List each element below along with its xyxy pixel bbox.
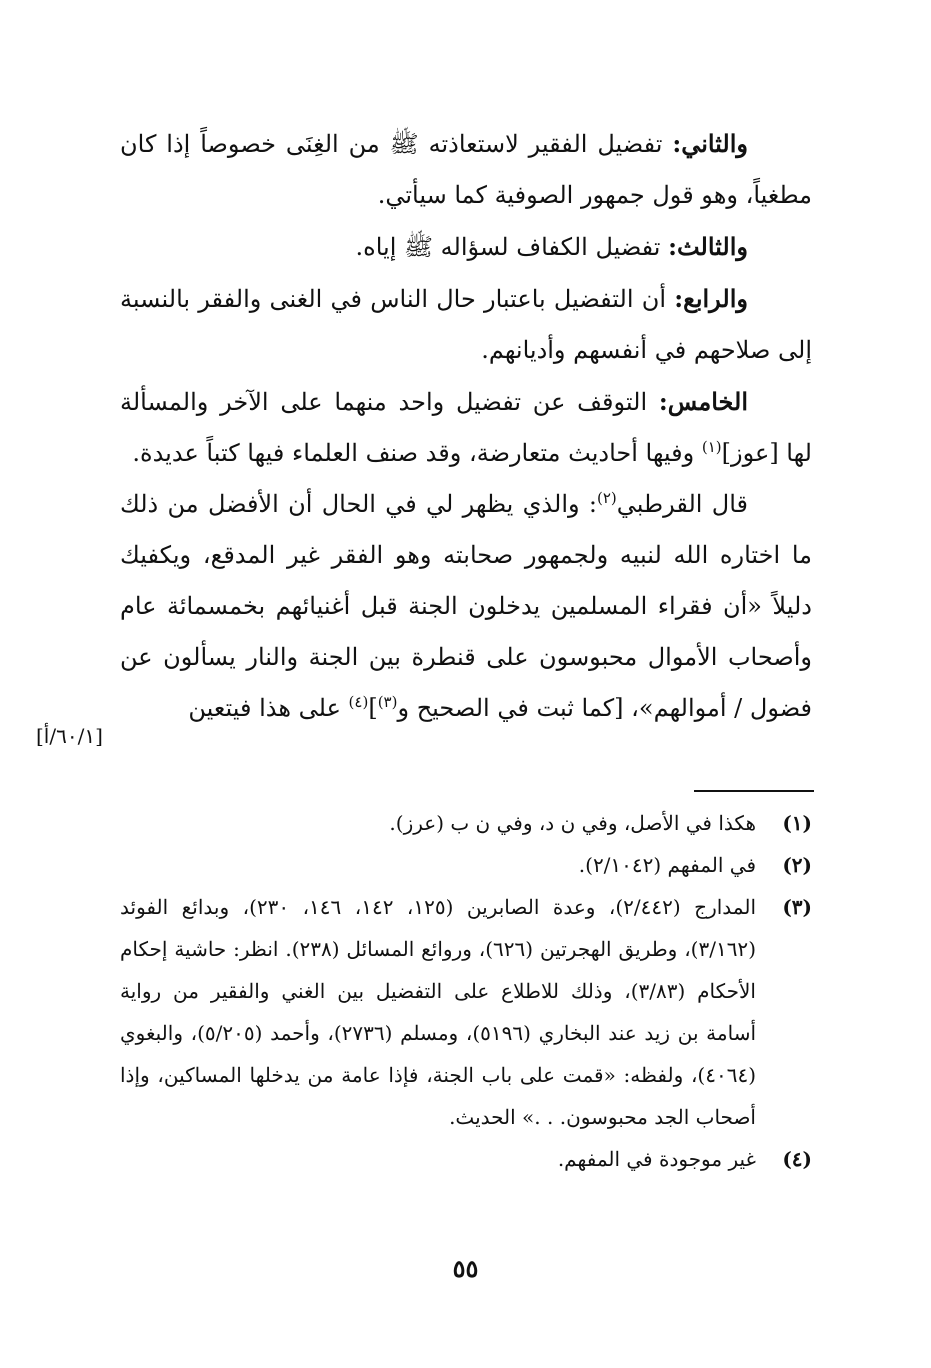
footnote-1 <box>120 802 812 844</box>
paragraph-lead: الخامس: <box>658 387 748 416</box>
manuscript-folio-marker: [٦٠/١/أ] <box>36 724 103 748</box>
paragraph-text: تفضيل الفقير لاستعاذته ﷺ من الغِنَى خصوصاً إذا كان مطغياً، وهو قول جمهور الصوفية كما سيأتي. <box>120 130 812 209</box>
footnote-2 <box>120 844 812 886</box>
paragraph-third-opinion <box>120 221 812 273</box>
paragraph-text: على هذا فيتعين <box>188 694 349 722</box>
footnote-number: (٣) <box>782 895 812 919</box>
paragraph-fourth-opinion <box>120 273 812 376</box>
paragraph-text: وفيها أحاديث متعارضة، وقد صنف العلماء فيها كتباً عديدة. <box>132 439 702 467</box>
footnote-number: (٢) <box>782 853 812 877</box>
footnote-text: غير موجودة في المفهم. <box>557 1147 756 1171</box>
paragraph-lead: والرابع: <box>674 284 748 313</box>
paragraph-text: تفضيل الكفاف لسؤاله ﷺ إياه. <box>355 233 669 261</box>
footnote-4 <box>120 1138 812 1180</box>
paragraph-second-opinion <box>120 118 812 221</box>
footnote-text: في المفهم (٢/١٠٤٢). <box>578 853 756 877</box>
footnote-reference-2[interactable]: (٢) <box>596 489 617 507</box>
footnote-reference-4[interactable]: (٤) <box>348 693 369 711</box>
footnote-number: (٤) <box>782 1147 812 1171</box>
main-text <box>120 118 812 734</box>
paragraph-text: التوقف عن تفضيل واحد منهما على الآخر والمسألة لها [عوز] <box>120 388 812 467</box>
page-number: ٥٥ <box>452 1254 479 1283</box>
paragraph-qurtubi-quote <box>120 479 812 734</box>
paragraph-lead: والثاني: <box>672 129 748 158</box>
paragraph-lead: والثالث: <box>668 232 748 261</box>
paragraph-text: ] <box>368 694 378 722</box>
footnote-text: هكذا في الأصل، وفي ن د، وفي ن ب (عرز). <box>389 811 756 835</box>
footnote-reference-1[interactable]: (١) <box>701 438 722 456</box>
paragraph-fifth-opinion <box>120 376 812 479</box>
footnote-separator <box>694 790 814 792</box>
paragraph-text: : والذي يظهر لي في الحال أن الأفضل من ذلك ما اختاره الله لنبيه ولجمهور صحابته وهو الفقر غير المدقع، ويكفيك دليلاً «أن فقراء المسلمين يدخلون الجنة قبل أغنيائهم بخمسمائة عام وأصحاب الأموال محبوسون على قنطرة بين الجنة والنار يسألون عن فضول / أموالهم»، [كما ثبت في الصحيح و <box>120 490 812 722</box>
footnote-number: (١) <box>782 811 812 835</box>
footnote-text: المدارج (٢/٤٤٢)، وعدة الصابرين (١٢٥، ١٤٢، ١٤٦، ٢٣٠)، وبدائع الفوئد (٣/١٦٢)، وطريق الهجرتين (٦٢٦)، وروائع المسائل (٢٣٨). انظر: حاشية إحكام الأحكام (٣/٨٣)، وذلك للاطلاع على التفضيل بين الغني والفقير من رواية أسامة بن زيد عند البخاري (٥١٩٦)، ومسلم (٢٧٣٦)، وأحمد (٥/٢٠٥)، والبغوي (٤٠٦٤)، ولفظه: «قمت على باب الجنة، فإذا عامة من يدخلها المساكين، وإذا أصحاب الجد محبوسون. . .» الحديث. <box>120 895 757 1129</box>
footnote-reference-3[interactable]: (٣) <box>377 693 398 711</box>
footnotes <box>120 802 812 1180</box>
paragraph-text: قال القرطبي <box>616 490 748 518</box>
paragraph-text: أن التفضيل باعتبار حال الناس في الغنى والفقر بالنسبة إلى صلاحهم في أنفسهم وأديانهم. <box>120 285 812 364</box>
footnote-3 <box>120 886 812 1138</box>
